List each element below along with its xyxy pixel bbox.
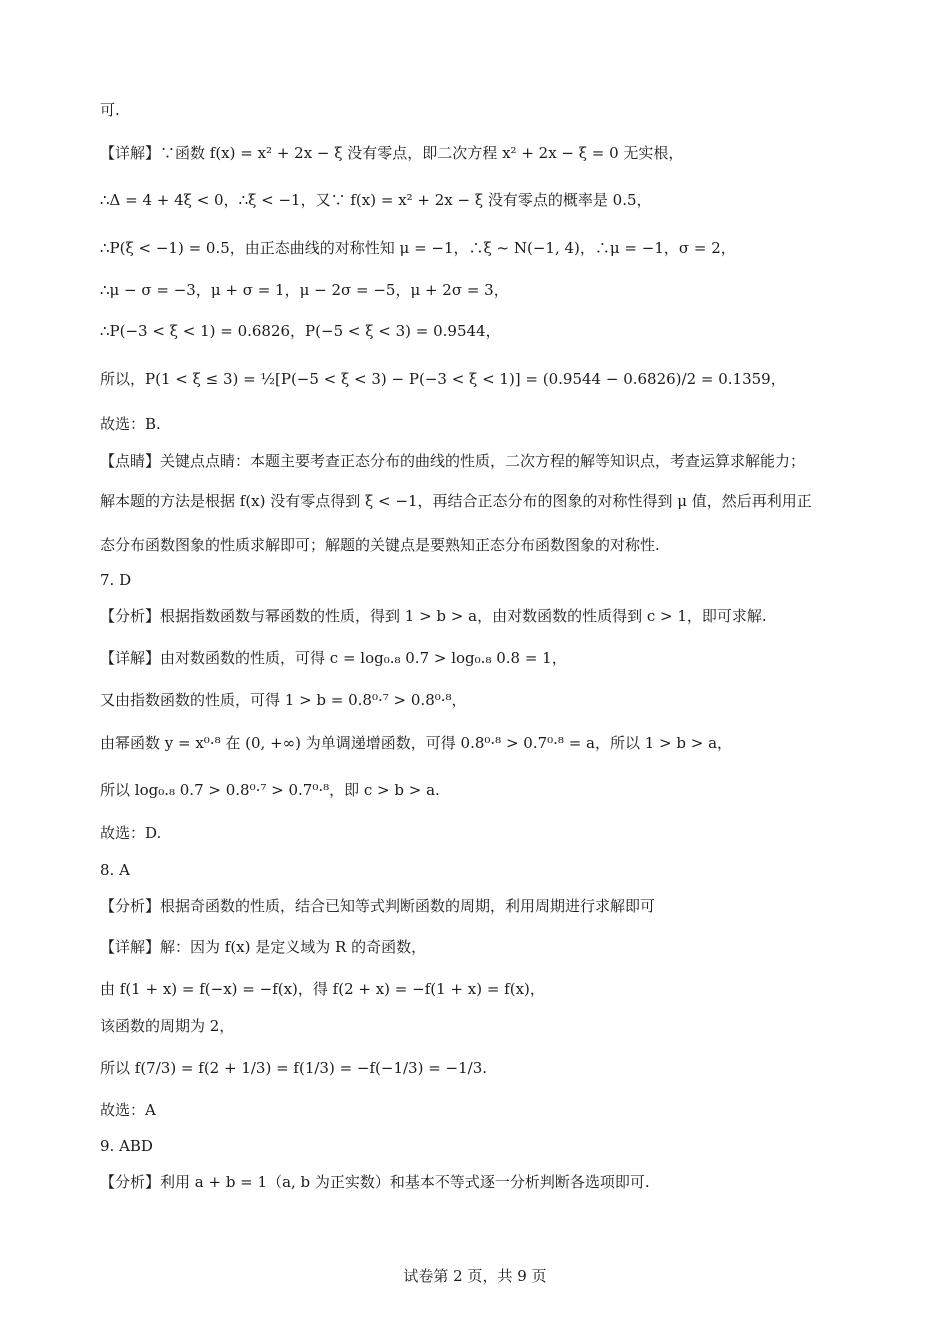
text-line: 【详解】解：因为 f(x) 是定义域为 R 的奇函数，	[100, 938, 427, 956]
text-line: 态分布函数图象的性质求解即可；解题的关键点是要熟知正态分布函数图象的对称性.	[100, 536, 660, 554]
text-line: 所以 log₀.₈ 0.7 > 0.8⁰·⁷ > 0.7⁰·⁸，即 c > b > a.	[100, 781, 440, 799]
question-answer-8: 8. A	[100, 861, 130, 879]
text-line: 所以 f(7/3) = f(2 + 1/3) = f(1/3) = −f(−1/3) = −1/3.	[100, 1059, 488, 1077]
text-line: 【分析】根据奇函数的性质，结合已知等式判断函数的周期，利用周期进行求解即可	[100, 897, 656, 915]
text-line: 【点睛】关键点点睛：本题主要考查正态分布的曲线的性质，二次方程的解等知识点，考查运算求解能力；	[100, 452, 806, 470]
text-line: 故选：B.	[100, 415, 161, 433]
text-line: 故选：D.	[100, 824, 162, 842]
question-answer-7: 7. D	[100, 571, 132, 589]
text-line: 由幂函数 y = x⁰·⁸ 在 (0, +∞) 为单调递增函数，可得 0.8⁰·⁸ > 0.7⁰·⁸ = a，所以 1 > b > a，	[100, 734, 733, 752]
text-line: 可.	[100, 101, 120, 119]
text-line: 故选：A	[100, 1101, 156, 1119]
text-line: ∴P(ξ < −1) = 0.5，由正态曲线的对称性知 μ = −1，∴ξ ~ N(−1, 4)，∴μ = −1，σ = 2，	[100, 239, 736, 257]
text-line: 该函数的周期为 2，	[100, 1017, 235, 1035]
text-line: 【详解】∵函数 f(x) = x² + 2x − ξ 没有零点，即二次方程 x² + 2x − ξ = 0 无实根，	[100, 144, 684, 162]
text-line: 又由指数函数的性质，可得 1 > b = 0.8⁰·⁷ > 0.8⁰·⁸，	[100, 691, 467, 709]
text-line: ∴μ − σ = −3，μ + σ = 1，μ − 2σ = −5，μ + 2σ = 3，	[100, 281, 509, 299]
text-line: 由 f(1 + x) = f(−x) = −f(x)，得 f(2 + x) = −f(1 + x) = f(x)，	[100, 980, 545, 998]
text-line: ∴P(−3 < ξ < 1) = 0.6826，P(−5 < ξ < 3) = 0.9544，	[100, 322, 501, 340]
text-line: 解本题的方法是根据 f(x) 没有零点得到 ξ < −1，再结合正态分布的图象的对称性得到 μ 值，然后再利用正	[100, 492, 812, 510]
text-line: ∴Δ = 4 + 4ξ < 0，∴ξ < −1，又∵ f(x) = x² + 2x − ξ 没有零点的概率是 0.5，	[100, 191, 652, 209]
text-line: 【详解】由对数函数的性质，可得 c = log₀.₈ 0.7 > log₀.₈ 0.8 = 1，	[100, 649, 567, 667]
text-line: 【分析】利用 a + b = 1（a, b 为正实数）和基本不等式逐一分析判断各选项即可.	[100, 1173, 650, 1191]
text-line: 【分析】根据指数函数与幂函数的性质，得到 1 > b > a，由对数函数的性质得到 c > 1，即可求解.	[100, 607, 767, 625]
text-line: 所以，P(1 < ξ ≤ 3) = ½[P(−5 < ξ < 3) − P(−3 < ξ < 1)] = (0.9544 − 0.6826)/2 = 0.1359，	[100, 370, 786, 388]
page-footer: 试卷第 2 页，共 9 页	[403, 1267, 547, 1285]
question-answer-9: 9. ABD	[100, 1137, 153, 1155]
